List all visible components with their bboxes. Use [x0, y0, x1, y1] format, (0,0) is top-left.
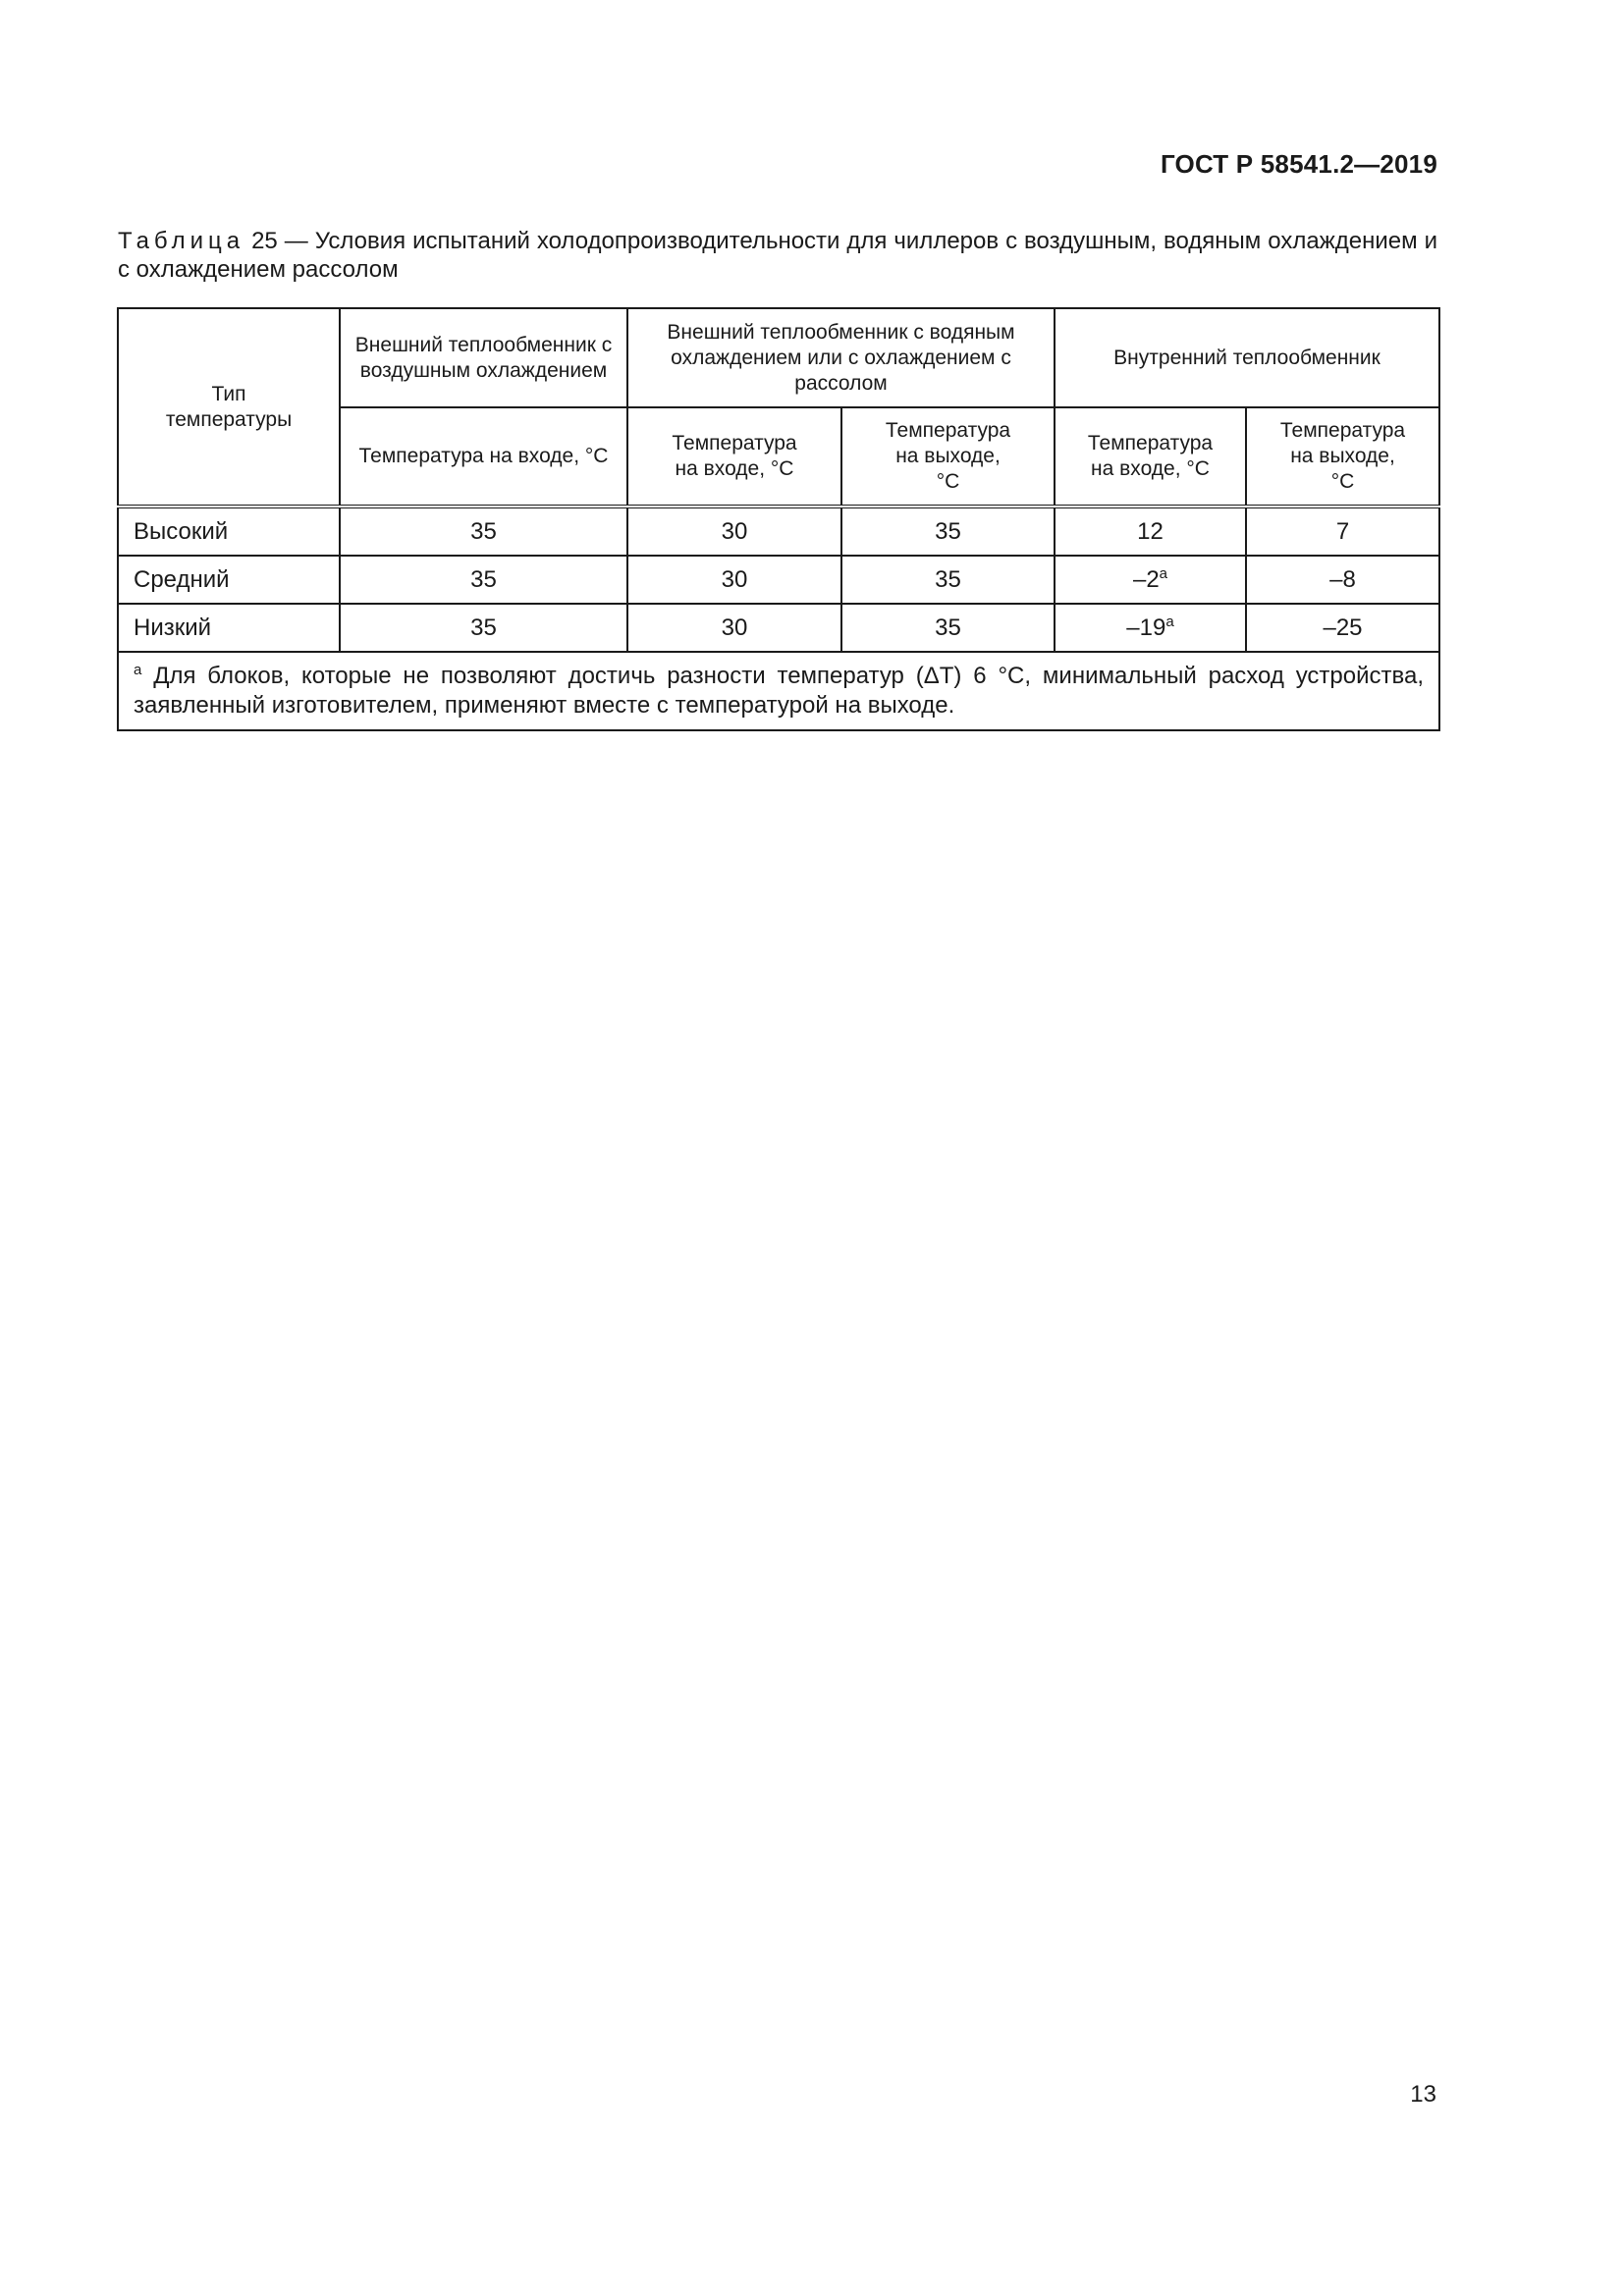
table-row	[118, 604, 1439, 652]
header-temperature-type: Тип температуры	[118, 308, 340, 507]
cell-air-inlet: 35	[340, 604, 627, 652]
cell-internal-outlet: 7	[1246, 507, 1439, 556]
cell-air-inlet: 35	[340, 507, 627, 556]
cell-internal-inlet	[1055, 507, 1246, 556]
table-caption-text: 25 — Условия испытаний холодопроизводительности для чиллеров с воздушным, водяным охлаждением и с охлаждением рассолом	[118, 228, 1437, 283]
table-row	[118, 556, 1439, 604]
cell-water-inlet: 30	[627, 556, 841, 604]
conditions-table	[117, 307, 1440, 731]
footnote-text: Для блоков, которые не позволяют достичь разности температур (ΔT) 6 °С, минимальный расход устройства, заявленный изготовителем, применяют вместе с температурой на выходе.	[134, 663, 1425, 719]
cell-value: –2	[1132, 565, 1160, 593]
cell-water-outlet: 35	[841, 507, 1055, 556]
header-group-air: Внешний теплообменник с воздушным охлаждением	[340, 308, 627, 407]
header-water-inlet: Температура на входе, °С	[627, 407, 841, 507]
cell-water-inlet: 30	[627, 604, 841, 652]
cell-internal-outlet: –8	[1246, 556, 1439, 604]
cell-value: 12	[1137, 517, 1164, 545]
footnote-ref: a	[1165, 613, 1174, 630]
cell-internal-inlet	[1055, 604, 1246, 652]
cell-value: –19	[1126, 614, 1166, 641]
page-number: 13	[1410, 2081, 1436, 2108]
header-water-outlet: Температура на выходе, °С	[841, 407, 1055, 507]
cell-internal-inlet	[1055, 556, 1246, 604]
header-row-groups	[118, 308, 1439, 407]
table-row	[118, 507, 1439, 556]
footnote-row	[118, 652, 1439, 730]
cell-water-inlet: 30	[627, 507, 841, 556]
cell-water-outlet: 35	[841, 556, 1055, 604]
header-air-inlet: Температура на входе, °С	[340, 407, 627, 507]
cell-air-inlet: 35	[340, 556, 627, 604]
table-caption	[118, 227, 1437, 284]
footnote-ref: a	[1159, 564, 1168, 582]
cell-water-outlet: 35	[841, 604, 1055, 652]
cell-internal-outlet: –25	[1246, 604, 1439, 652]
row-label: Низкий	[118, 604, 340, 652]
document-id: ГОСТ Р 58541.2—2019	[1160, 149, 1437, 179]
header-internal-outlet: Температура на выходе, °С	[1246, 407, 1439, 507]
table-caption-word: Таблица	[118, 228, 245, 254]
footnote-mark: a	[134, 662, 142, 678]
header-internal-inlet: Температура на входе, °С	[1055, 407, 1246, 507]
row-label: Средний	[118, 556, 340, 604]
table-footnote	[118, 652, 1439, 730]
header-group-internal: Внутренний теплообменник	[1055, 308, 1439, 407]
row-label: Высокий	[118, 507, 340, 556]
header-group-water: Внешний теплообменник с водяным охлаждением или с охлаждением с рассолом	[627, 308, 1055, 407]
